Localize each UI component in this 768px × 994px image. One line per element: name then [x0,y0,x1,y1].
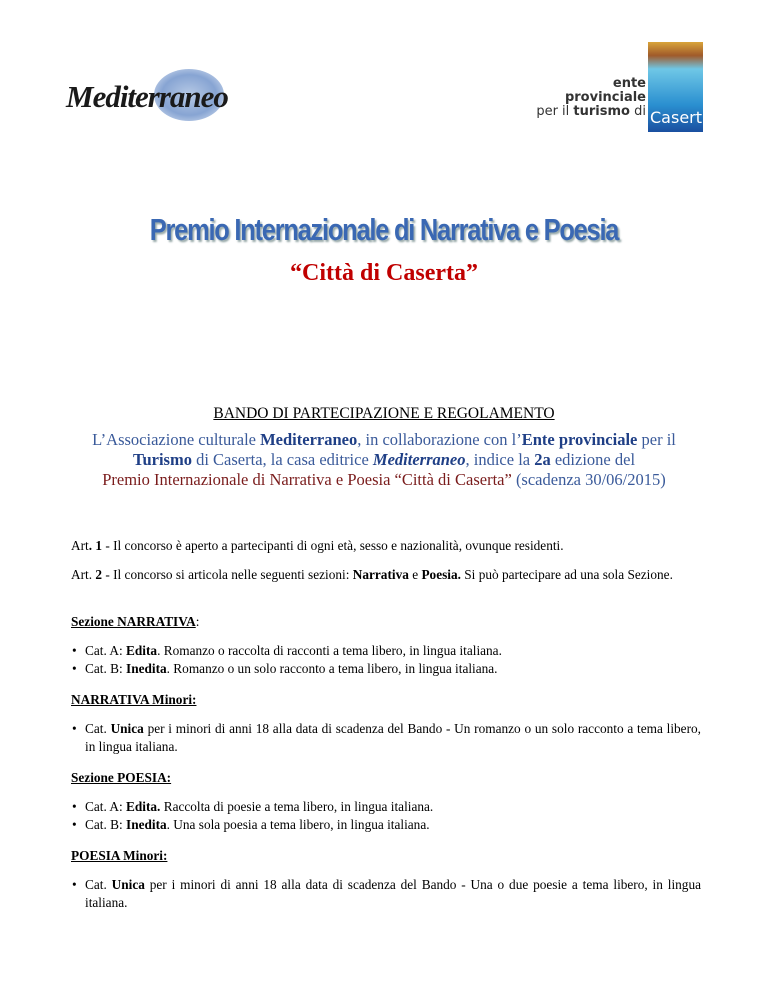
section-narrativa: Sezione NARRATIVA: • Cat. A: Edita. Romanzo o raccolta di racconti a tema libero, in lingua italiana. • Cat. B: Inedita. Romanzo o un solo racconto a tema libero, in lingua italiana. [71,613,701,678]
section-poesia: Sezione POESIA: • Cat. A: Edita. Raccolta di poesie a tema libero, in lingua italiana. • Cat. B: Inedita. Una sola poesia a tema libero, in lingua italiana. [71,769,701,834]
section-narrativa-minori: NARRATIVA Minori: • Cat. Unica per i minori di anni 18 alla data di scadenza del Bando - Un romanzo o un solo racconto a tema libero, in lingua italiana. [71,691,701,756]
article-1: Art. 1 - Il concorso è aperto a partecipanti di ogni età, sesso e nazionalità, ovunque residenti. [71,538,564,553]
logo-caserta: Caserta [650,108,712,127]
list-item: • Cat. Unica per i minori di anni 18 alla data di scadenza del Bando - Un romanzo o un solo racconto a tema libero, in lingua italiana. [71,720,701,756]
list-item: • Cat. Unica per i minori di anni 18 alla data di scadenza del Bando - Una o due poesie a tema libero, in lingua italiana. [71,876,701,912]
prize-subtitle: “Città di Caserta” [290,260,478,286]
prize-title: Premio Internazionale di Narrativa e Poesia [149,212,619,247]
article-2: Art. 2 - Il concorso si articola nelle seguenti sezioni: Narrativa e Poesia. Si può partecipare ad una sola Sezione. [71,567,673,582]
logo-text: ente provinciale per il turismo di [536,76,646,119]
list-item: • Cat. B: Inedita. Una sola poesia a tema libero, in lingua italiana. [71,816,701,834]
section-heading: BANDO DI PARTECIPAZIONE E REGOLAMENTO [213,405,555,422]
ente-turismo-caserta-logo [528,22,718,134]
logo-text: Mediterraneo [66,79,228,114]
mediterraneo-logo [66,75,271,120]
section-poesia-minori: POESIA Minori: • Cat. Unica per i minori di anni 18 alla data di scadenza del Bando - Una o due poesie a tema libero, in lingua italiana. [71,847,701,912]
intro-paragraph: L’Associazione culturale Mediterraneo, in collaborazione con l’Ente provinciale per il Turismo di Caserta, la casa editrice Mediterraneo, indice la 2a edizione del Premio Internazionale di Narrativa e Poesia “Città di Caserta” (scadenza 30/06/2015) [92,430,676,489]
list-item: • Cat. A: Edita. Romanzo o raccolta di racconti a tema libero, in lingua italiana. [71,642,701,660]
list-item: • Cat. A: Edita. Raccolta di poesie a tema libero, in lingua italiana. [71,798,701,816]
list-item: • Cat. B: Inedita. Romanzo o un solo racconto a tema libero, in lingua italiana. [71,660,701,678]
